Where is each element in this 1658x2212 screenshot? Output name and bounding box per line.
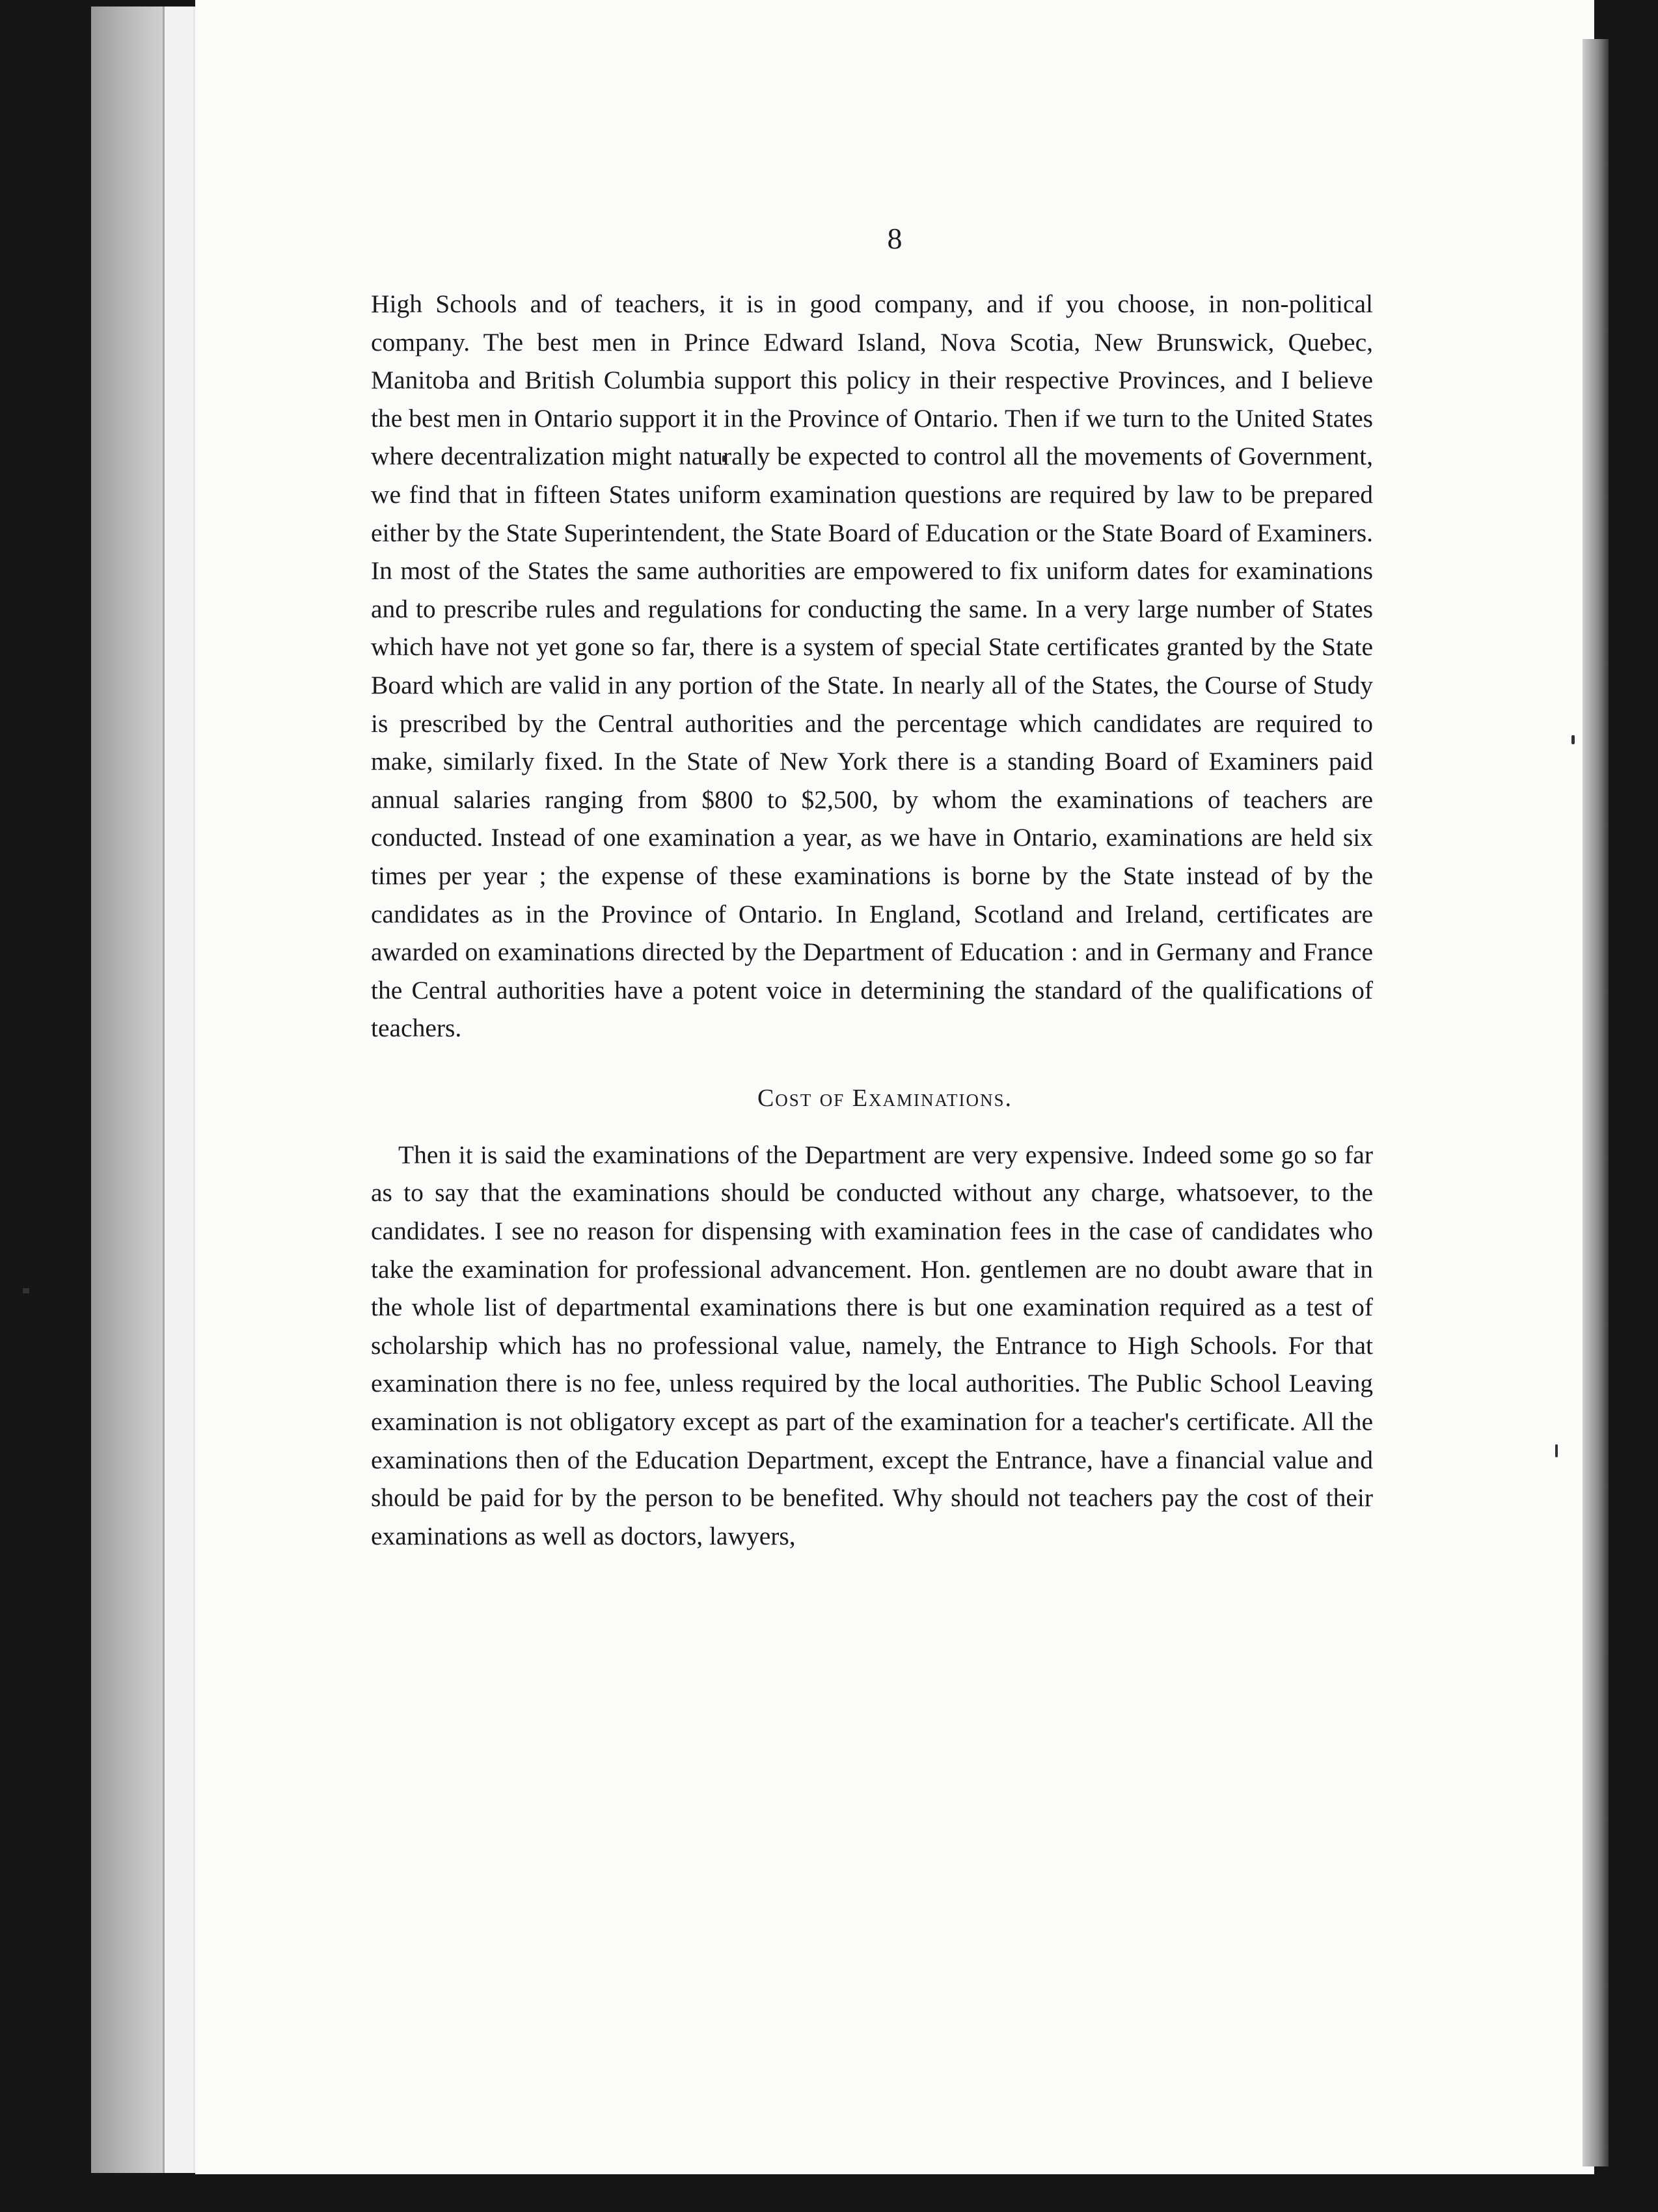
body-paragraph: Then it is said the examinations of the Department are very expensive. Indeed some go so far as to say that the examinations should be conducted without any charge, whatsoever, to the candidates. I see no reason for dispensing with examination fees in the case of candidates who take the examination for professional advancement. Hon. gentlemen are no doubt aware that in the whole list of departmental examinations there is but one examination required as a test of scholarship which has no professional value, namely, the Entrance to High Schools. For that examination there is no fee, unless required by the local authorities. The Public School Leaving examination is not obligatory except as part of the examination for a teacher's certificate. All the examinations then of the Education Department, except the Entrance, have a financial value and should be paid for by the person to be benefited. Why should not teachers pay the cost of their examinations as well as doctors, lawyers, [371, 1140, 1373, 1550]
scan-speck [1571, 735, 1575, 744]
scan-speck [23, 1288, 29, 1293]
document-text [371, 221, 1373, 1555]
page-edge [163, 7, 193, 2173]
page-number: 8 [887, 222, 903, 255]
scan-speck [1555, 1444, 1558, 1457]
section-heading: Cost of Examinations. [757, 1084, 1013, 1112]
body-paragraph: High Schools and of teachers, it is in good company, and if you choose, in non-political company. The best men in Prince Edward Island, Nova Scotia, New Brunswick, Quebec, Manitoba and British Columbia support this policy in their respective Provinces, and I believe the best men in Ontario support it in the Province of Ontario. Then if we turn to the United States where decentralization might naturally be expected to control all the movements of Government, we find that in fifteen States uniform examination questions are required by law to be prepared either by the State Superintendent, the State Board of Education or the State Board of Examiners. In most of the States the same authorities are empowered to fix uniform dates for examinations and to prescribe rules and regulations for conducting the same. In a very large number of States which have not yet gone so far, there is a system of special State certificates granted by the State Board which are valid in any portion of the State. In nearly all of the States, the Course of Study is prescribed by the Central authorities and the percentage which candidates are required to make, similarly fixed. In the State of New York there is a standing Board of Examiners paid annual salaries ranging from $800 to $2,500, by whom the examinations of teachers are conducted. Instead of one examination a year, as we have in Ontario, examinations are held six times per year ; the expense of these examinations is borne by the State instead of by the candidates as in the Province of Ontario. In England, Scotland and Ireland, certificates are awarded on examinations directed by the Department of Education : and in Germany and France the Central authorities have a potent voice in determining the standard of the qualifications of teachers. [371, 290, 1373, 1043]
right-page-shadow [1583, 39, 1609, 2166]
